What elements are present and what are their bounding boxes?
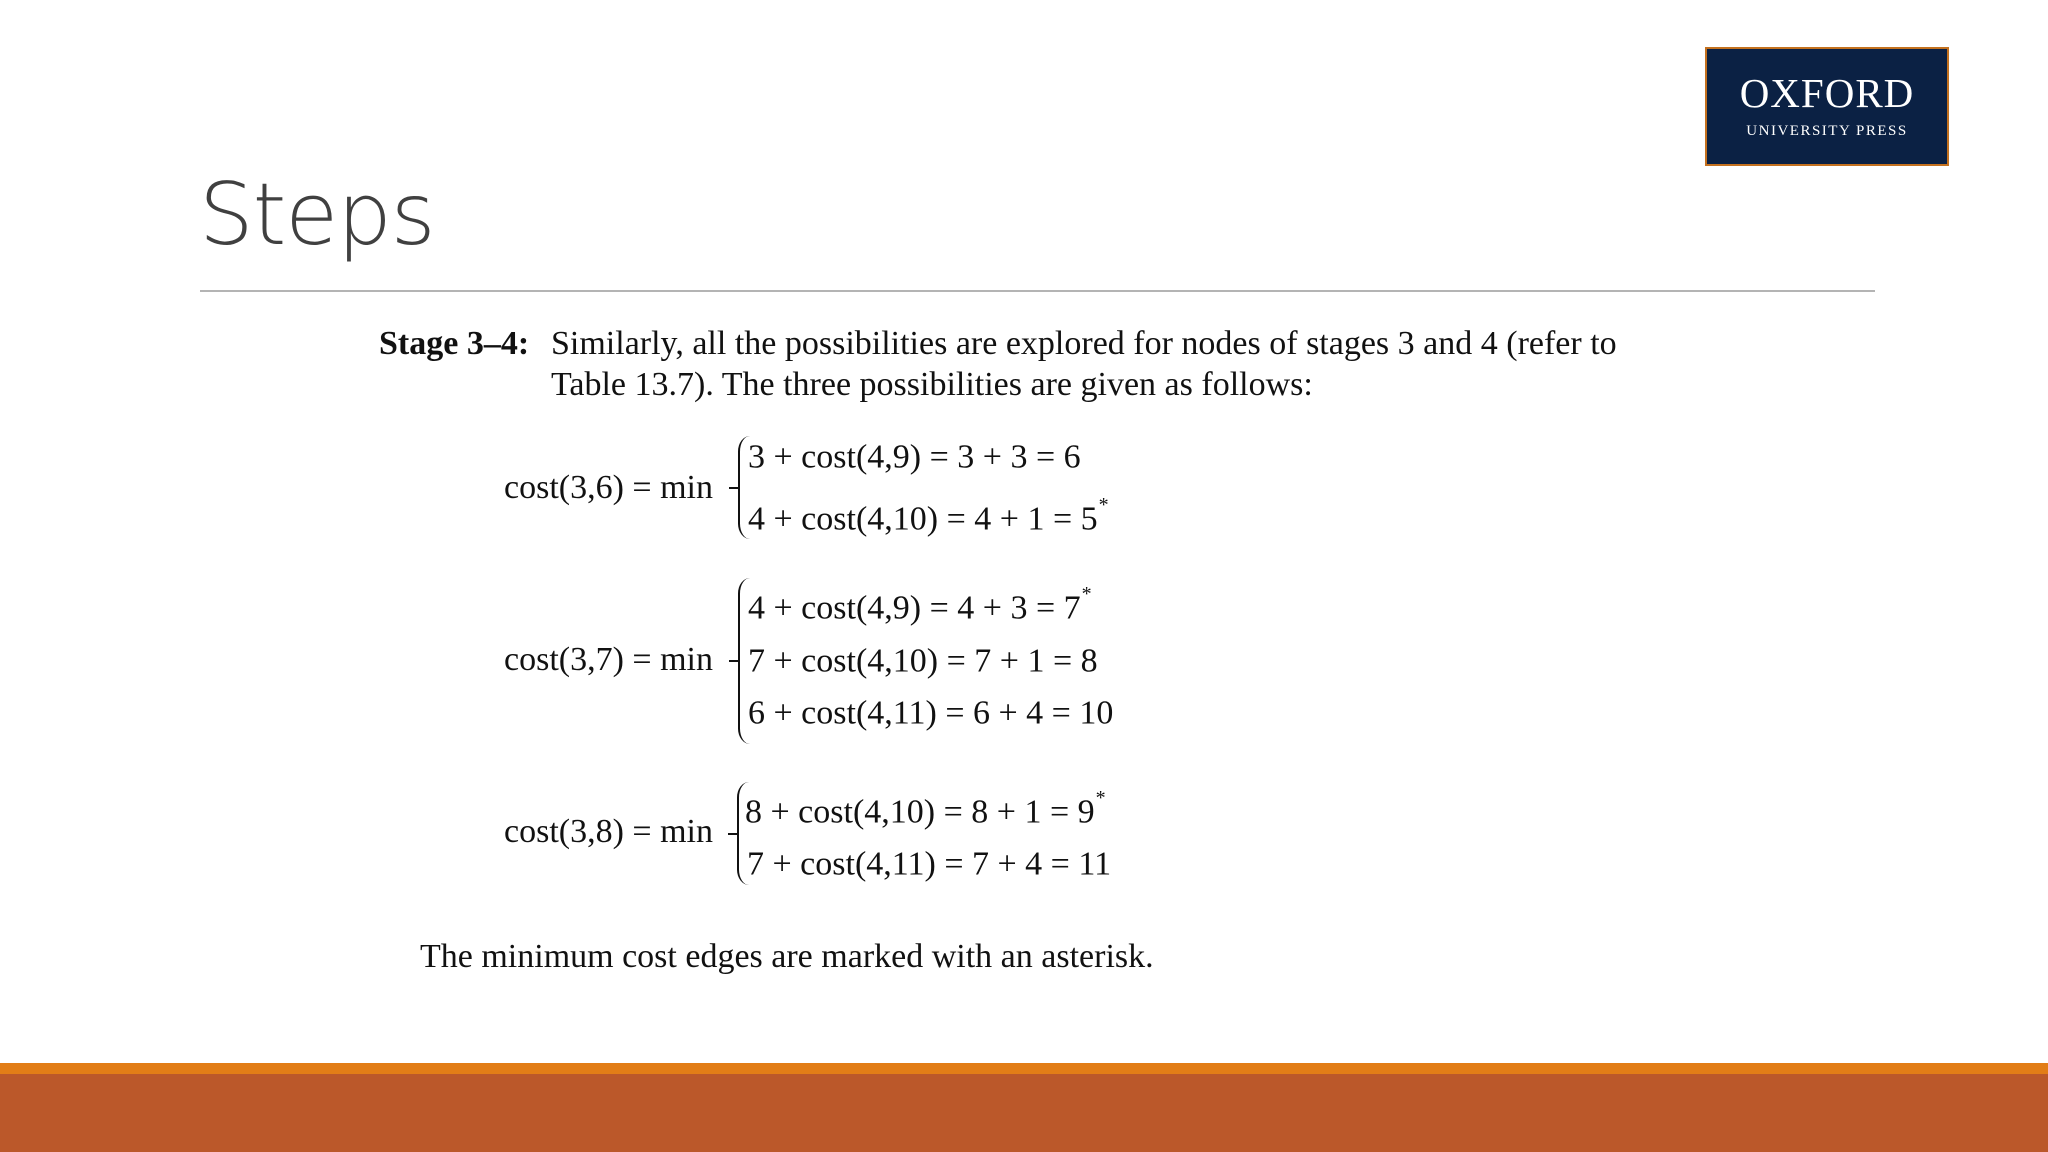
footer-accent-strip: [0, 1063, 2048, 1074]
equation-2-case-1: 4 + cost(4,9) = 4 + 3 = 7*: [748, 583, 1092, 627]
equation-2-case-2: 7 + cost(4,10) = 7 + 1 = 8: [748, 642, 1098, 680]
stage-text-line-1: Similarly, all the possibilities are explored for nodes of stages 3 and 4 (refer to: [551, 325, 1617, 362]
equation-2-case-3: 6 + cost(4,11) = 6 + 4 = 10: [748, 694, 1114, 732]
slide-title: Steps: [199, 165, 435, 265]
equation-3-case-2: 7 + cost(4,11) = 7 + 4 = 11: [747, 845, 1112, 883]
logo-wordmark: OXFORD: [1739, 70, 1915, 116]
equation-3-case-1: 8 + cost(4,10) = 8 + 1 = 9*: [745, 787, 1106, 831]
equation-1-case-2: 4 + cost(4,10) = 4 + 1 = 5*: [748, 494, 1109, 538]
logo-subtitle: UNIVERSITY PRESS: [1746, 123, 1908, 139]
equation-1-lhs: cost(3,6) = min: [504, 469, 713, 506]
stage-label: Stage 3–4:: [379, 325, 530, 362]
stage-text-line-2: Table 13.7). The three possibilities are given as follows:: [551, 366, 1313, 403]
equation-2-lhs: cost(3,7) = min: [504, 641, 713, 678]
equation-3-lhs: cost(3,8) = min: [504, 813, 713, 850]
equation-1-case-1: 3 + cost(4,9) = 3 + 3 = 6: [748, 438, 1081, 476]
asterisk-note: The minimum cost edges are marked with an asterisk.: [420, 938, 1154, 975]
footer-bar: [0, 1074, 2048, 1152]
